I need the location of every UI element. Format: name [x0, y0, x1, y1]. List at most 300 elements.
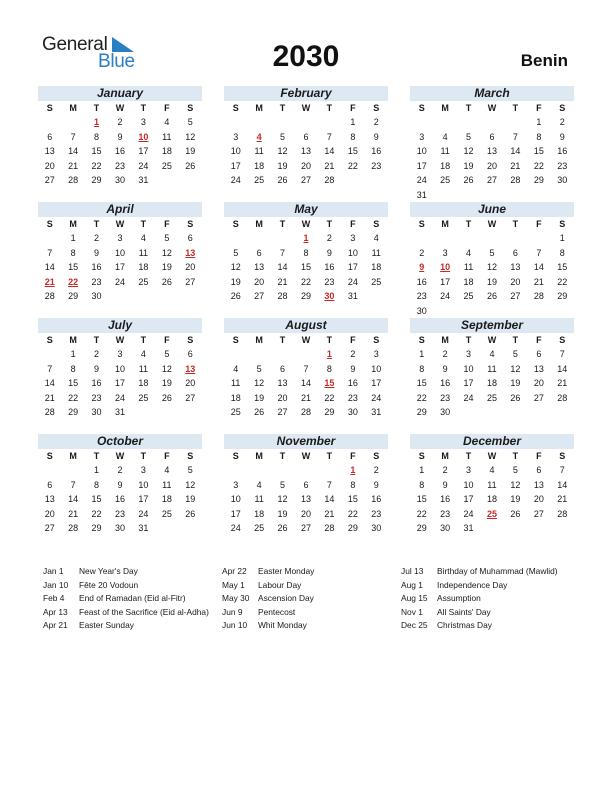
empty-day-cell — [38, 347, 61, 362]
day-cell: 25 — [161, 160, 172, 171]
weekday-header: T — [512, 451, 519, 461]
weekday-header: F — [536, 219, 542, 229]
holiday-column — [43, 566, 209, 634]
empty-day-cell — [480, 115, 503, 130]
day-cell: 24 — [138, 160, 149, 171]
day-cell: 6 — [536, 349, 542, 359]
empty-day-cell — [504, 115, 527, 130]
weekday-header: M — [441, 335, 449, 345]
day-cell: 12 — [230, 262, 241, 272]
holiday-name: Labour Day — [258, 579, 302, 590]
weekday-header: T — [465, 451, 472, 461]
day-cell: 24 — [230, 523, 241, 533]
day-cell: 6 — [47, 131, 53, 142]
day-cell: 12 — [254, 378, 265, 388]
holiday-date: Aug 1 — [401, 579, 423, 590]
month-march — [410, 86, 574, 200]
day-cell: 9 — [117, 479, 123, 490]
holiday-name: Easter Monday — [258, 566, 315, 576]
weekday-header: T — [326, 219, 333, 229]
day-cell: 10 — [347, 247, 358, 258]
day-cell: 15 — [416, 494, 427, 504]
empty-day-cell — [271, 115, 294, 130]
day-cell: 21 — [68, 160, 79, 171]
day-cell: 16 — [440, 494, 451, 504]
day-cell: 7 — [70, 479, 76, 490]
holiday-day-cell: 22 — [68, 276, 79, 287]
day-cell: 24 — [114, 392, 125, 403]
logo-text-blue: Blue — [98, 51, 135, 72]
day-cell: 10 — [463, 479, 474, 490]
weekday-header: T — [93, 219, 100, 229]
day-cell: 8 — [536, 131, 542, 142]
day-cell: 3 — [233, 131, 239, 142]
day-cell: 8 — [303, 247, 309, 258]
weekday-header: T — [279, 335, 286, 345]
day-cell: 18 — [254, 508, 265, 519]
weekday-header: W — [115, 103, 125, 113]
day-cell: 15 — [347, 494, 358, 504]
holiday-name: Independence Day — [437, 579, 508, 590]
day-cell: 17 — [230, 160, 241, 171]
month-april — [38, 202, 202, 316]
day-cell: 28 — [277, 291, 288, 301]
empty-day-cell — [247, 347, 270, 362]
empty-day-cell — [294, 115, 317, 130]
day-cell: 31 — [114, 407, 125, 417]
weekday-header: F — [350, 103, 356, 113]
empty-day-cell — [224, 463, 247, 478]
day-cell: 25 — [138, 276, 149, 287]
month-june — [410, 202, 574, 316]
day-cell: 28 — [557, 392, 568, 403]
weekday-header: M — [441, 451, 449, 461]
weekday-header: F — [164, 103, 170, 113]
holiday-row — [222, 593, 314, 607]
day-cell: 11 — [371, 247, 381, 258]
day-cell: 4 — [489, 349, 495, 359]
day-cell: 6 — [489, 131, 495, 142]
holiday-day-cell: 30 — [324, 291, 335, 301]
day-cell: 6 — [187, 233, 193, 243]
day-cell: 14 — [510, 146, 521, 156]
day-cell: 1 — [70, 233, 76, 243]
calendar-year: 2030 — [272, 40, 340, 73]
day-cell: 5 — [466, 131, 472, 142]
weekday-header: W — [115, 335, 125, 345]
day-cell: 22 — [91, 160, 102, 171]
weekday-header: T — [512, 219, 519, 229]
day-cell: 11 — [138, 363, 149, 374]
day-cell: 10 — [114, 363, 125, 374]
day-cell: 19 — [277, 508, 288, 519]
day-cell: 23 — [347, 392, 358, 403]
holiday-name: Birthday of Muhammad (Mawlid) — [437, 566, 558, 576]
day-cell: 12 — [185, 479, 196, 490]
empty-day-cell — [38, 463, 61, 478]
holiday-date: Apr 22 — [222, 566, 247, 576]
day-cell: 30 — [347, 407, 358, 417]
weekday-header: M — [255, 335, 263, 345]
day-cell: 7 — [559, 349, 565, 359]
day-cell: 1 — [350, 117, 356, 127]
day-cell: 18 — [138, 262, 149, 272]
month-day-grid — [38, 101, 202, 188]
day-cell: 13 — [300, 146, 311, 156]
holiday-row — [222, 620, 314, 634]
day-cell: 19 — [277, 160, 288, 171]
weekday-header: F — [350, 451, 356, 461]
weekday-header: T — [465, 219, 472, 229]
day-cell: 10 — [114, 247, 125, 258]
day-cell: 10 — [463, 363, 474, 374]
day-cell: 15 — [347, 146, 358, 156]
day-cell: 2 — [326, 233, 332, 243]
holiday-date: May 1 — [222, 579, 245, 590]
day-cell: 15 — [68, 262, 79, 272]
weekday-header: T — [512, 103, 519, 113]
holiday-row — [43, 566, 209, 580]
day-cell: 9 — [350, 363, 356, 374]
weekday-header: T — [512, 335, 519, 345]
day-cell: 2 — [94, 233, 100, 243]
weekday-header: S — [559, 219, 566, 229]
holiday-row — [401, 607, 558, 621]
day-cell: 30 — [91, 407, 102, 417]
day-cell: 16 — [91, 378, 102, 388]
day-cell: 18 — [254, 160, 265, 171]
holiday-name: Christmas Day — [437, 620, 492, 630]
day-cell: 26 — [510, 508, 521, 519]
day-cell: 2 — [94, 349, 100, 359]
holiday-column — [401, 566, 558, 634]
day-cell: 14 — [533, 262, 544, 272]
day-cell: 14 — [277, 262, 288, 272]
weekday-header: S — [418, 335, 425, 345]
holiday-date: Jul 13 — [401, 566, 424, 576]
day-cell: 4 — [256, 479, 262, 490]
day-cell: 6 — [187, 349, 193, 359]
holiday-day-cell: 1 — [350, 465, 356, 475]
weekday-header: M — [69, 219, 77, 229]
day-cell: 8 — [326, 363, 332, 374]
empty-day-cell — [318, 463, 341, 478]
logo-text-general: General — [42, 34, 108, 55]
day-cell: 27 — [510, 291, 521, 301]
day-cell: 24 — [138, 508, 149, 519]
day-cell: 16 — [324, 262, 335, 272]
day-cell: 4 — [489, 465, 495, 475]
day-cell: 14 — [68, 494, 79, 504]
holiday-date: Feb 4 — [43, 593, 65, 603]
month-day-grid — [224, 333, 388, 420]
day-cell: 22 — [416, 392, 427, 403]
day-cell: 28 — [510, 175, 521, 185]
weekday-header: T — [279, 451, 286, 461]
day-cell: 9 — [442, 363, 448, 374]
day-cell: 3 — [373, 349, 379, 359]
day-cell: 25 — [440, 175, 451, 185]
day-cell: 3 — [140, 117, 146, 127]
weekday-header: S — [187, 219, 194, 229]
day-cell: 28 — [533, 291, 544, 301]
empty-day-cell — [271, 347, 294, 362]
day-cell: 18 — [161, 146, 172, 156]
day-cell: 31 — [138, 175, 149, 185]
day-cell: 23 — [371, 160, 382, 171]
day-cell: 11 — [487, 363, 497, 374]
empty-day-cell — [247, 231, 270, 246]
weekday-header: W — [301, 219, 311, 229]
day-cell: 23 — [91, 276, 102, 287]
day-cell: 5 — [187, 465, 193, 475]
day-cell: 26 — [230, 291, 241, 301]
day-cell: 5 — [164, 349, 170, 359]
day-cell: 25 — [254, 523, 265, 533]
weekday-header: W — [301, 451, 311, 461]
weekday-header: S — [373, 103, 380, 113]
weekday-header: M — [441, 103, 449, 113]
day-cell: 27 — [300, 523, 311, 533]
empty-day-cell — [480, 231, 503, 246]
day-cell: 16 — [347, 378, 358, 388]
day-cell: 12 — [161, 247, 172, 258]
day-cell: 17 — [347, 262, 358, 272]
month-day-grid — [224, 449, 388, 536]
day-cell: 24 — [440, 291, 451, 301]
day-cell: 27 — [185, 392, 196, 403]
empty-day-cell — [318, 115, 341, 130]
weekday-header: T — [326, 103, 333, 113]
day-cell: 14 — [324, 146, 335, 156]
weekday-header: T — [140, 335, 147, 345]
holiday-day-cell: 13 — [185, 363, 196, 374]
holiday-row — [43, 620, 209, 634]
holiday-date: Dec 25 — [401, 620, 428, 630]
day-cell: 11 — [162, 131, 172, 142]
day-cell: 28 — [300, 407, 311, 417]
day-cell: 19 — [161, 378, 172, 388]
day-cell: 16 — [557, 146, 568, 156]
day-cell: 7 — [326, 131, 332, 142]
day-cell: 17 — [114, 262, 125, 272]
day-cell: 22 — [347, 160, 358, 171]
day-cell: 5 — [280, 479, 286, 490]
day-cell: 1 — [536, 117, 542, 127]
month-day-grid — [38, 449, 202, 536]
weekday-header: T — [93, 335, 100, 345]
weekday-header: W — [487, 103, 497, 113]
month-title: December — [410, 434, 574, 449]
day-cell: 8 — [70, 247, 76, 258]
day-cell: 20 — [44, 160, 55, 171]
day-cell: 14 — [300, 378, 311, 388]
month-title: May — [224, 202, 388, 217]
day-cell: 9 — [559, 131, 565, 142]
day-cell: 21 — [324, 160, 335, 171]
weekday-header: M — [255, 451, 263, 461]
empty-day-cell — [294, 463, 317, 478]
day-cell: 19 — [230, 276, 241, 287]
day-cell: 17 — [416, 160, 427, 171]
holiday-name: Assumption — [437, 593, 481, 603]
holiday-day-cell: 25 — [486, 508, 497, 519]
holiday-name: Fête 20 Vodoun — [79, 579, 139, 590]
holiday-row — [401, 566, 558, 580]
weekday-header: S — [187, 451, 194, 461]
day-cell: 11 — [463, 262, 474, 272]
day-cell: 23 — [416, 291, 427, 301]
day-cell: 23 — [114, 508, 125, 519]
day-cell: 14 — [44, 378, 55, 388]
holiday-date: Jun 10 — [222, 620, 248, 630]
day-cell: 29 — [324, 407, 335, 417]
weekday-header: W — [115, 451, 125, 461]
day-cell: 15 — [68, 378, 79, 388]
day-cell: 21 — [557, 378, 568, 388]
day-cell: 26 — [161, 392, 172, 403]
day-cell: 22 — [347, 508, 358, 519]
day-cell: 7 — [303, 363, 309, 374]
empty-day-cell — [271, 231, 294, 246]
day-cell: 12 — [486, 262, 497, 272]
day-cell: 25 — [254, 175, 265, 185]
day-cell: 29 — [557, 291, 568, 301]
weekday-header: M — [69, 335, 77, 345]
day-cell: 19 — [486, 276, 497, 287]
day-cell: 10 — [230, 494, 241, 504]
day-cell: 13 — [486, 146, 497, 156]
day-cell: 12 — [161, 363, 172, 374]
day-cell: 23 — [440, 508, 451, 519]
holiday-day-cell: 15 — [324, 378, 335, 388]
day-cell: 23 — [324, 276, 335, 287]
day-cell: 16 — [371, 146, 382, 156]
weekday-header: S — [187, 103, 194, 113]
day-cell: 20 — [533, 378, 544, 388]
holiday-date: Jan 10 — [43, 579, 69, 590]
holiday-date: Jun 9 — [222, 606, 243, 617]
month-day-grid — [410, 101, 574, 202]
month-title: October — [38, 434, 202, 449]
day-cell: 13 — [254, 262, 265, 272]
day-cell: 11 — [254, 146, 264, 156]
day-cell: 26 — [486, 291, 497, 301]
day-cell: 13 — [44, 146, 55, 156]
weekday-header: S — [46, 103, 53, 113]
day-cell: 26 — [510, 392, 521, 403]
weekday-header: S — [46, 451, 53, 461]
day-cell: 21 — [44, 392, 55, 403]
day-cell: 20 — [277, 392, 288, 403]
day-cell: 1 — [94, 465, 100, 475]
weekday-header: F — [164, 451, 170, 461]
day-cell: 26 — [277, 523, 288, 533]
day-cell: 27 — [44, 523, 55, 533]
day-cell: 17 — [138, 146, 149, 156]
day-cell: 8 — [419, 479, 425, 490]
holiday-row — [401, 620, 558, 634]
day-cell: 7 — [47, 363, 53, 374]
day-cell: 7 — [47, 247, 53, 258]
day-cell: 20 — [300, 508, 311, 519]
day-cell: 9 — [326, 247, 332, 258]
weekday-header: F — [350, 219, 356, 229]
day-cell: 29 — [68, 407, 79, 417]
day-cell: 31 — [347, 291, 358, 301]
day-cell: 20 — [486, 160, 497, 171]
day-cell: 11 — [440, 146, 450, 156]
day-cell: 4 — [373, 233, 379, 243]
day-cell: 3 — [233, 479, 239, 490]
holiday-row — [43, 580, 209, 594]
month-day-grid — [410, 449, 574, 536]
day-cell: 16 — [440, 378, 451, 388]
day-cell: 28 — [557, 508, 568, 519]
day-cell: 24 — [416, 175, 427, 185]
day-cell: 4 — [442, 131, 448, 142]
day-cell: 11 — [487, 479, 497, 490]
day-cell: 19 — [185, 494, 196, 504]
weekday-header: S — [418, 219, 425, 229]
empty-day-cell — [457, 231, 480, 246]
day-cell: 7 — [559, 465, 565, 475]
day-cell: 31 — [371, 407, 382, 417]
month-title: January — [38, 86, 202, 101]
day-cell: 25 — [230, 407, 241, 417]
weekday-header: S — [373, 335, 380, 345]
day-cell: 27 — [254, 291, 265, 301]
month-title: September — [410, 318, 574, 333]
day-cell: 4 — [466, 247, 472, 258]
day-cell: 30 — [557, 175, 568, 185]
holiday-column — [222, 566, 314, 634]
empty-day-cell — [224, 115, 247, 130]
holiday-name: Ascension Day — [258, 593, 314, 603]
day-cell: 8 — [94, 131, 100, 142]
day-cell: 9 — [442, 479, 448, 490]
day-cell: 2 — [117, 465, 123, 475]
day-cell: 17 — [138, 494, 149, 504]
day-cell: 26 — [277, 175, 288, 185]
month-day-grid — [410, 333, 574, 420]
country-name: Benin — [520, 51, 568, 70]
day-cell: 14 — [557, 479, 568, 490]
day-cell: 5 — [233, 247, 239, 258]
day-cell: 31 — [138, 523, 149, 533]
holiday-name: Whit Monday — [258, 620, 307, 630]
day-cell: 30 — [114, 175, 125, 185]
day-cell: 24 — [463, 392, 474, 403]
day-cell: 3 — [442, 247, 448, 258]
day-cell: 22 — [300, 276, 311, 287]
weekday-header: W — [115, 219, 125, 229]
day-cell: 23 — [440, 392, 451, 403]
weekday-header: T — [93, 103, 100, 113]
day-cell: 18 — [440, 160, 451, 171]
day-cell: 20 — [510, 276, 521, 287]
holiday-day-cell: 10 — [440, 262, 451, 272]
day-cell: 30 — [91, 291, 102, 301]
weekday-header: M — [441, 219, 449, 229]
holiday-day-cell: 13 — [185, 247, 196, 258]
day-cell: 8 — [350, 479, 356, 490]
weekday-header: S — [418, 451, 425, 461]
day-cell: 29 — [300, 291, 311, 301]
day-cell: 19 — [185, 146, 196, 156]
weekday-header: S — [373, 219, 380, 229]
holiday-day-cell: 4 — [256, 131, 262, 142]
